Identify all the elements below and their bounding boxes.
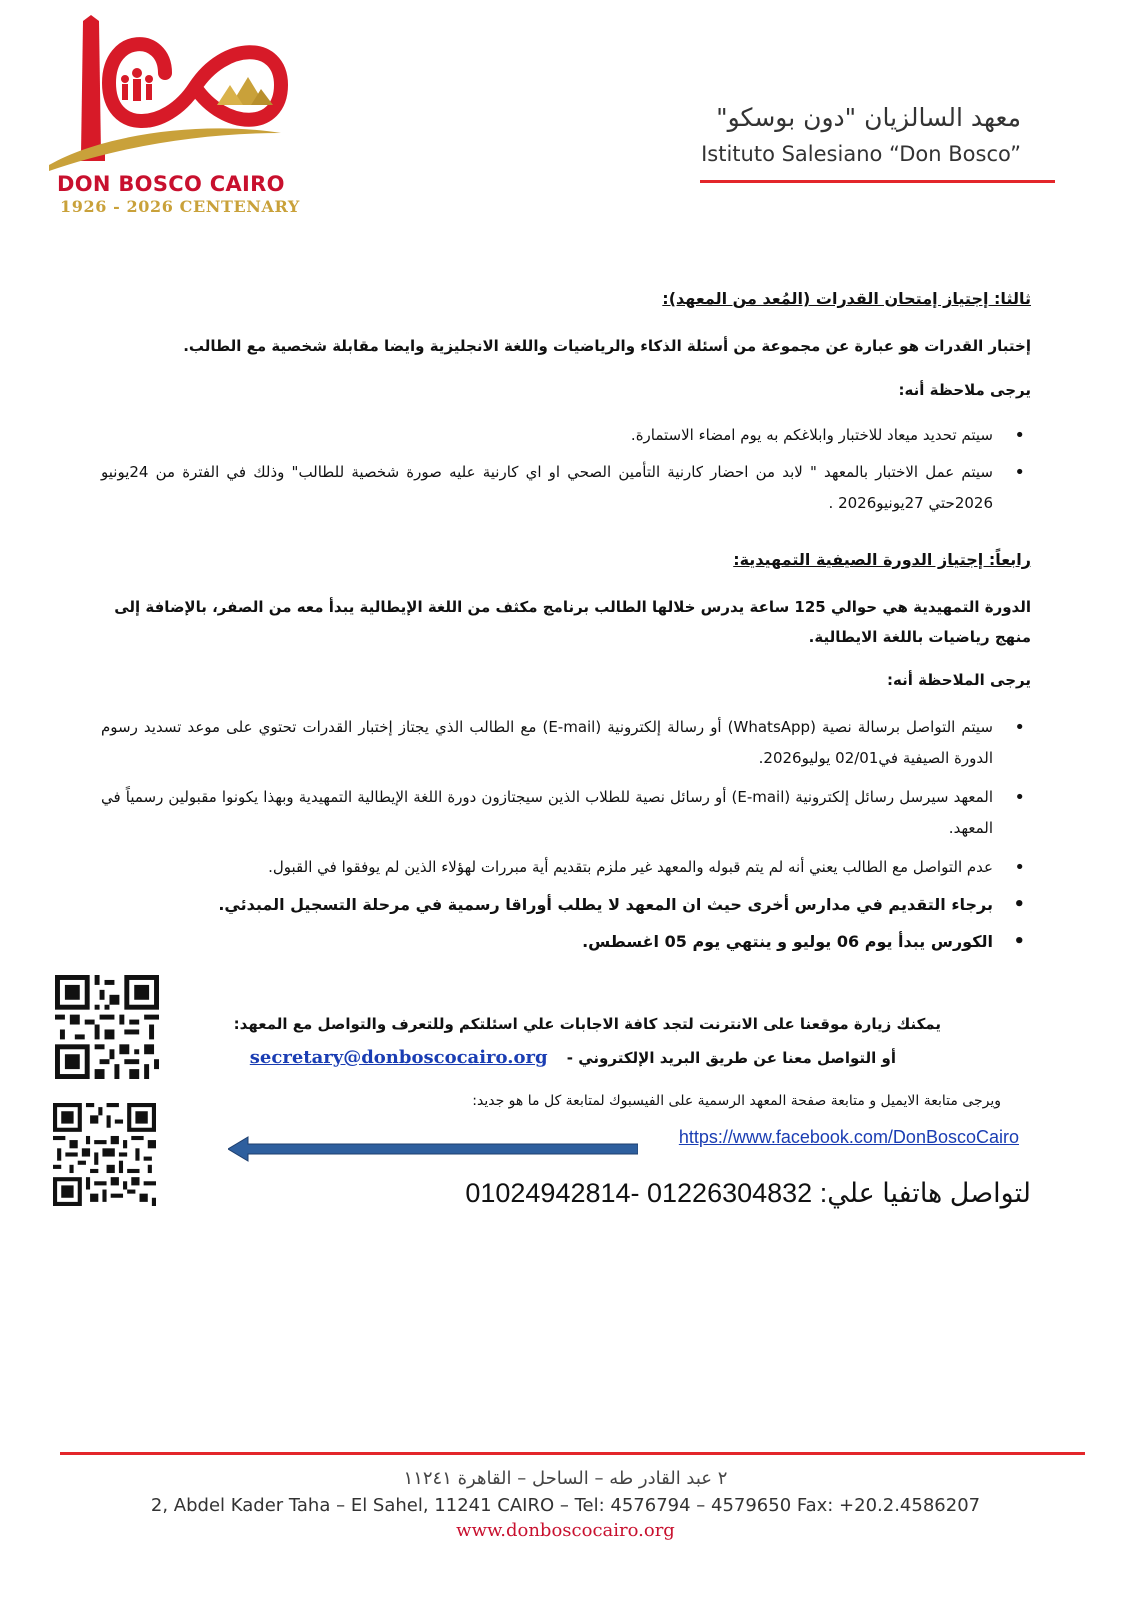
section4-heading: رابعاً: إجتياز الدورة الصيفية التمهيدية:	[733, 550, 1031, 569]
pointing-arrow-icon	[228, 1136, 638, 1162]
facebook-link[interactable]: https://www.facebook.com/DonBoscoCairo	[678, 1127, 1019, 1147]
list-item: • المعهد سيرسل رسائل إلكترونية (E-mail) أو رسائل نصية للطلاب الذين سيجتازون دورة اللغة الإيطالية التمهيدية وبهذا يكونوا مقبولين رسمياً في المعهد.	[101, 782, 1031, 844]
qr-code-facebook-icon[interactable]	[53, 1103, 156, 1206]
facebook-note: ويرجى متابعة الايميل و متابعة صفحة المعهد الرسمية على الفيسبوك لمتابعة كل ما هو جديد:	[472, 1093, 1001, 1109]
section3-heading: ثالثا: إجتياز إمتحان القدرات (المُعد من المعهد):	[662, 289, 1031, 308]
section4-intro: الدورة التمهيدية هي حوالي 125 ساعة يدرس خلالها الطالب برنامج مكثف من اللغة الإيطالية يبدأ معه من الصفر، بالإضافة إلى منهج رياضيات باللغة الايطالية.	[114, 598, 1031, 646]
footer-website-link[interactable]: www.donboscocairo.org	[456, 1520, 675, 1541]
email-label: أو التواصل معنا عن طريق البريد الإلكتروني -	[566, 1049, 896, 1067]
email-line	[76, 1047, 896, 1068]
section3-bullets	[101, 420, 1031, 519]
footer-address-english: 2, Abdel Kader Taha – El Sahel, 11241 CAIRO – Tel: 4576794 – 4579650 Fax: +20.2.4586207	[150, 1495, 981, 1516]
institute-name-italian: Istituto Salesiano “Don Bosco”	[701, 142, 1021, 166]
list-item: • سيتم عمل الاختبار بالمعهد " لابد من احضار كارنية التأمين الصحي او اي كارنية عليه صورة شخصية للطالب" وذلك في الفترة من 24يونيو 2026حتي 27يونيو2026 .	[101, 457, 1031, 519]
institute-name-arabic: معهد السالزيان "دون بوسكو"	[716, 103, 1021, 132]
logo-years: 1926 - 2026 CENTENARY	[60, 197, 300, 216]
header-divider	[700, 180, 1055, 183]
section4-note-label: يرجى الملاحظة أنه:	[886, 671, 1031, 689]
footer-divider	[60, 1452, 1085, 1455]
logo-emblem-icon	[45, 15, 290, 180]
phone-numbers: 01024942814- 01226304832	[465, 1178, 813, 1208]
footer-address-arabic: ٢ عبد القادر طه – الساحل – القاهرة ١١٢٤١	[403, 1468, 728, 1489]
phone-label: لتواصل هاتفيا علي:	[819, 1178, 1031, 1208]
list-item: • سيتم تحديد ميعاد للاختبار وابلاغكم به يوم امضاء الاستمارة.	[101, 420, 1031, 451]
logo-name: DON BOSCO CAIRO	[57, 172, 285, 196]
list-item: • الكورس يبدأ يوم 06 يوليو و ينتهي يوم 05 اغسطس.	[101, 926, 1031, 957]
list-item: • برجاء التقديم في مدارس أخرى حيث ان المعهد لا يطلب أوراقا رسمية في مرحلة التسجيل المبدئي.	[101, 889, 1031, 920]
section3-intro: إختبار القدرات هو عبارة عن مجموعة من أسئلة الذكاء والرياضيات واللغة الانجليزية وايضا مقابلة شخصية مع الطالب.	[183, 337, 1031, 355]
list-item: • عدم التواصل مع الطالب يعني أنه لم يتم قبوله والمعهد غير ملزم بتقديم أية مبررات لهؤلاء الذين لم يوفقوا في القبول.	[101, 852, 1031, 883]
list-item: • سيتم التواصل برسالة نصية (WhatsApp) أو رسالة إلكترونية (E-mail) مع الطالب الذي يجتاز إختبار القدرات تحتوي على موعد تسديد رسوم الدورة الصيفية في02/01 يوليو2026.	[101, 712, 1031, 774]
section4-bullets	[101, 712, 1031, 957]
email-link[interactable]: secretary@donboscocairo.org	[249, 1047, 548, 1068]
website-note: يمكنك زيارة موقعنا على الانترنت لتجد كافة الاجابات علي اسئلتكم وللتعرف والتواصل مع المعهد:	[233, 1015, 941, 1033]
section3-note-label: يرجى ملاحظة أنه:	[898, 381, 1031, 399]
phone-line	[465, 1178, 1031, 1209]
